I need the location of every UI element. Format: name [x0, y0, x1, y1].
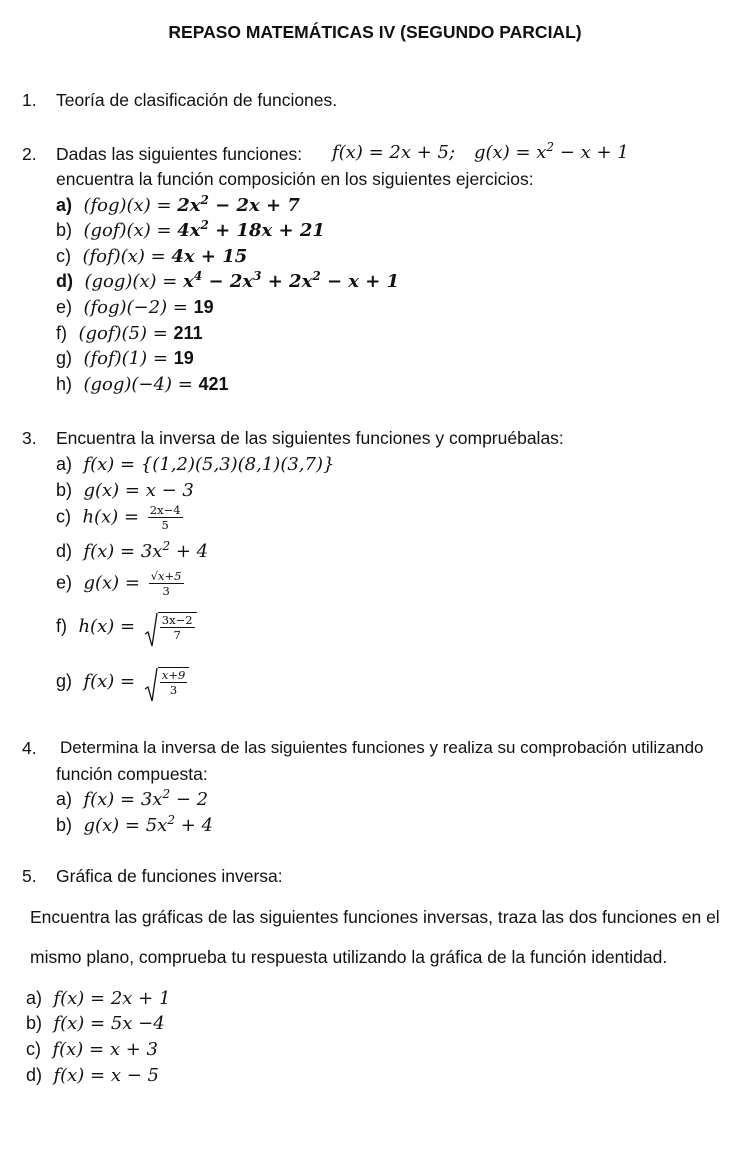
q2-item-c: c) (fof)(x) = 4x + 15 — [56, 246, 248, 267]
q3-item-d: d) $f(x) = 3x^2 + 4$ — [56, 539, 209, 562]
fraction: $\frac{2x-4}{5}$ — [149, 503, 181, 532]
q1-number: 1. — [22, 90, 37, 110]
q5-paragraph-line2: mismo plano, comprueba tu respuesta utilizando la gráfica de la función identidad. — [30, 947, 668, 967]
q5-item-c: c) f(x) = x + 3 — [26, 1039, 158, 1060]
q2-f-definition: f(x) = 2x + 5; — [332, 142, 456, 163]
q2-item-a: a) $(fog)(x) = 2x^2 - 2x + 7$ — [56, 193, 300, 216]
q4-item-a: a) $f(x) = 3x^2 - 2$ — [56, 787, 209, 810]
q5-item-d: d) f(x) = x − 5 — [26, 1065, 159, 1086]
fraction: $\frac{x+9}{3}$ — [161, 668, 186, 697]
q3-item-c: c) h(x) = $\frac{2x-4}{5}$ — [56, 503, 181, 532]
q3-number: 3. — [22, 428, 37, 448]
q2-item-b: b) $(gof)(x) = 4x^2 + 18x + 21$ — [56, 218, 325, 241]
q2-item-h: h) (gog)(−4) = 421 — [56, 374, 229, 395]
q3-item-b: b) g(x) = x − 3 — [56, 480, 194, 501]
q3-text: Encuentra la inversa de las siguientes funciones y compruébalas: — [56, 428, 564, 448]
q4-text: Determina la inversa de las siguientes funciones y realiza su comprobación utilizando — [60, 738, 704, 757]
q2-line2: encuentra la función composición en los siguientes ejercicios: — [56, 169, 534, 189]
q3-item-f: f) h(x) = $\frac{3x-2}{7}$ — [56, 612, 197, 642]
q2-item-d: d) $(gog)(x) = x^4 - 2x^3 + 2x^2 - x + 1$ — [56, 269, 400, 292]
q1-text: Teoría de clasificación de funciones. — [56, 90, 338, 110]
q2-number: 2. — [22, 144, 37, 164]
q4-number: 4. — [22, 738, 37, 758]
q5-text: Gráfica de funciones inversa: — [56, 866, 283, 886]
q3-item-g: g) f(x) = $\frac{x+9}{3}$ — [56, 667, 189, 697]
radical-sign — [144, 667, 189, 697]
page-title: REPASO MATEMÁTICAS IV (SEGUNDO PARCIAL) — [168, 22, 582, 42]
fraction: $\frac{√x+5}{3}$ — [150, 569, 182, 598]
q2-intro: Dadas las siguientes funciones: — [56, 144, 303, 164]
q3-item-a: a) f(x) = {(1,2)(5,3)(8,1)(3,7)} — [56, 454, 335, 475]
q5-item-a: a) f(x) = 2x + 1 — [26, 988, 171, 1009]
q2-item-e: e) (fog)(−2) = 19 — [56, 297, 214, 318]
q5-number: 5. — [22, 866, 37, 886]
q2-item-f: f) (gof)(5) = 211 — [56, 323, 203, 344]
q4-item-b: b) $g(x) = 5x^2 + 4$ — [56, 813, 213, 836]
q5-paragraph-line1: Encuentra las gráficas de las siguientes funciones inversas, traza las dos funciones en el — [30, 907, 720, 927]
q3-item-e: e) g(x) = $\frac{√x+5}{3}$ — [56, 569, 182, 598]
radical-sign — [144, 612, 197, 642]
q2-g-definition: $g(x) = x^2 - x + 1$ — [474, 140, 629, 163]
q5-item-b: b) f(x) = 5x −4 — [26, 1013, 165, 1034]
fraction: $\frac{3x-2}{7}$ — [161, 613, 193, 642]
q4-line2: función compuesta: — [56, 764, 208, 784]
q2-item-g: g) (fof)(1) = 19 — [56, 348, 194, 369]
